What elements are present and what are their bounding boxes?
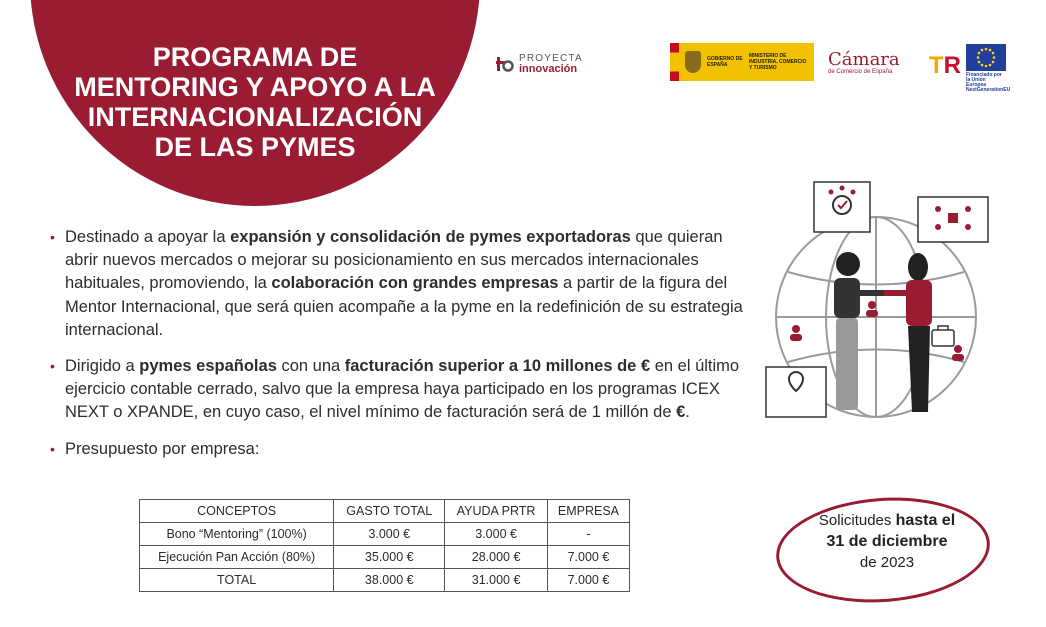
eu-flag-icon <box>966 44 1006 71</box>
circle-highlight <box>773 491 994 610</box>
proyecta-line1: PROYECTA <box>519 53 583 64</box>
text: que quieran abrir nuevos mercados o mejorar su posicionamiento en sus mercados internacionales habituales, promoviendo, la <box>65 228 723 293</box>
briefcase-icon <box>932 326 954 346</box>
text: en el último ejercicio contable cerrado, salvo que la empresa haya participado en los programas ICEX NEXT o XPANDE, en cuyo caso, el nivel mínimo de facturación será de 1 millón de <box>65 357 740 422</box>
section-kicker: AYUDAS NACIONALES <box>166 5 354 24</box>
text-bold: facturación superior a 10 millones de € <box>344 357 651 376</box>
table-cell: 35.000 € <box>334 546 445 569</box>
text-bold: expansión y consolidación de pymes exportadoras <box>230 228 631 246</box>
title-line: DE LAS PYMES <box>154 132 356 162</box>
table-cell: 28.000 € <box>445 546 548 569</box>
text-bold: colaboración con grandes empresas <box>271 274 559 293</box>
bullet-dot-icon: • <box>50 440 55 457</box>
deadline-bold: hasta el <box>895 512 956 529</box>
proyecta-line2: innovación <box>519 63 578 75</box>
camara-comercio-logo <box>828 51 900 75</box>
eu-text: Financiado por la Unión Europea NextGenerationEU <box>966 72 1011 93</box>
text-bold: pymes españolas <box>139 357 277 376</box>
person-pyme <box>884 253 932 412</box>
table-header-row <box>140 500 630 523</box>
deadline-date: 31 de diciembre <box>826 533 948 550</box>
table-cell: 31.000 € <box>445 569 548 592</box>
network-icon <box>918 197 988 242</box>
table-total-row <box>140 569 630 592</box>
program-description <box>50 226 750 474</box>
table-cell: 3.000 € <box>445 523 548 546</box>
column-header: AYUDA PRTR <box>445 500 548 523</box>
text: con una <box>276 357 345 376</box>
coat-of-arms-icon <box>685 51 701 73</box>
table-cell: Ejecución Pan Acción (80%) <box>140 546 334 569</box>
table-cell: TOTAL <box>140 569 334 592</box>
title-line: PROGRAMA DE <box>152 42 358 72</box>
table-cell: 7.000 € <box>547 569 629 592</box>
ministerio-text: MINISTERIO DE INDUSTRIA, COMERCIO Y TURISMO <box>749 53 807 71</box>
proyecta-innovacion-logo <box>496 52 583 76</box>
deadline-year: de 2023 <box>859 554 915 571</box>
eu-nextgen-logo <box>966 44 1011 93</box>
bullet-dot-icon: • <box>50 229 55 245</box>
table-cell: Bono “Mentoring” (100%) <box>140 523 334 546</box>
deadline-callout <box>784 500 990 598</box>
text: . <box>685 403 690 422</box>
list-item <box>50 226 750 342</box>
budget-table <box>139 499 630 592</box>
text-bold: € <box>676 403 686 422</box>
award-icon <box>814 182 870 232</box>
bullet-dot-icon: • <box>50 358 55 375</box>
title-line: MENTORING Y APOYO A LA <box>74 72 436 102</box>
prtr-logo <box>929 52 961 80</box>
spain-flag-icon <box>670 43 679 81</box>
table-cell: 38.000 € <box>334 569 445 592</box>
text: a partir de la figura del Mentor Internacional, que será quien acompañe a la pyme en la redefinición de su estrategia internacional. <box>65 274 743 339</box>
deadline-text: Solicitudes <box>818 512 896 529</box>
list-item <box>50 438 750 461</box>
prtr-r: R <box>943 52 962 79</box>
table-cell: 7.000 € <box>547 546 629 569</box>
column-header: EMPRESA <box>547 500 629 523</box>
column-header: GASTO TOTAL <box>334 500 445 523</box>
text: Destinado a apoyar la <box>65 228 231 246</box>
gobierno-espana-logo <box>670 43 814 81</box>
table-row <box>140 546 630 569</box>
text: Dirigido a <box>65 357 140 376</box>
mentoring-illustration <box>758 172 998 432</box>
camara-name: Cámara <box>828 49 900 70</box>
table-row <box>140 523 630 546</box>
text: Presupuesto por empresa: <box>65 439 260 458</box>
proyecta-icon <box>496 55 514 73</box>
location-pin-icon <box>766 367 826 417</box>
table-cell: 3.000 € <box>334 523 445 546</box>
page-title <box>30 42 480 162</box>
prtr-t: T <box>929 52 944 79</box>
camara-sub: de Comercio de España <box>828 69 893 75</box>
table-cell: - <box>547 523 629 546</box>
list-item <box>50 355 750 425</box>
column-header: CONCEPTOS <box>140 500 334 523</box>
title-line: INTERNACIONALIZACIÓN <box>87 102 423 132</box>
gobierno-text: GOBIERNO DE ESPAÑA <box>707 56 743 68</box>
